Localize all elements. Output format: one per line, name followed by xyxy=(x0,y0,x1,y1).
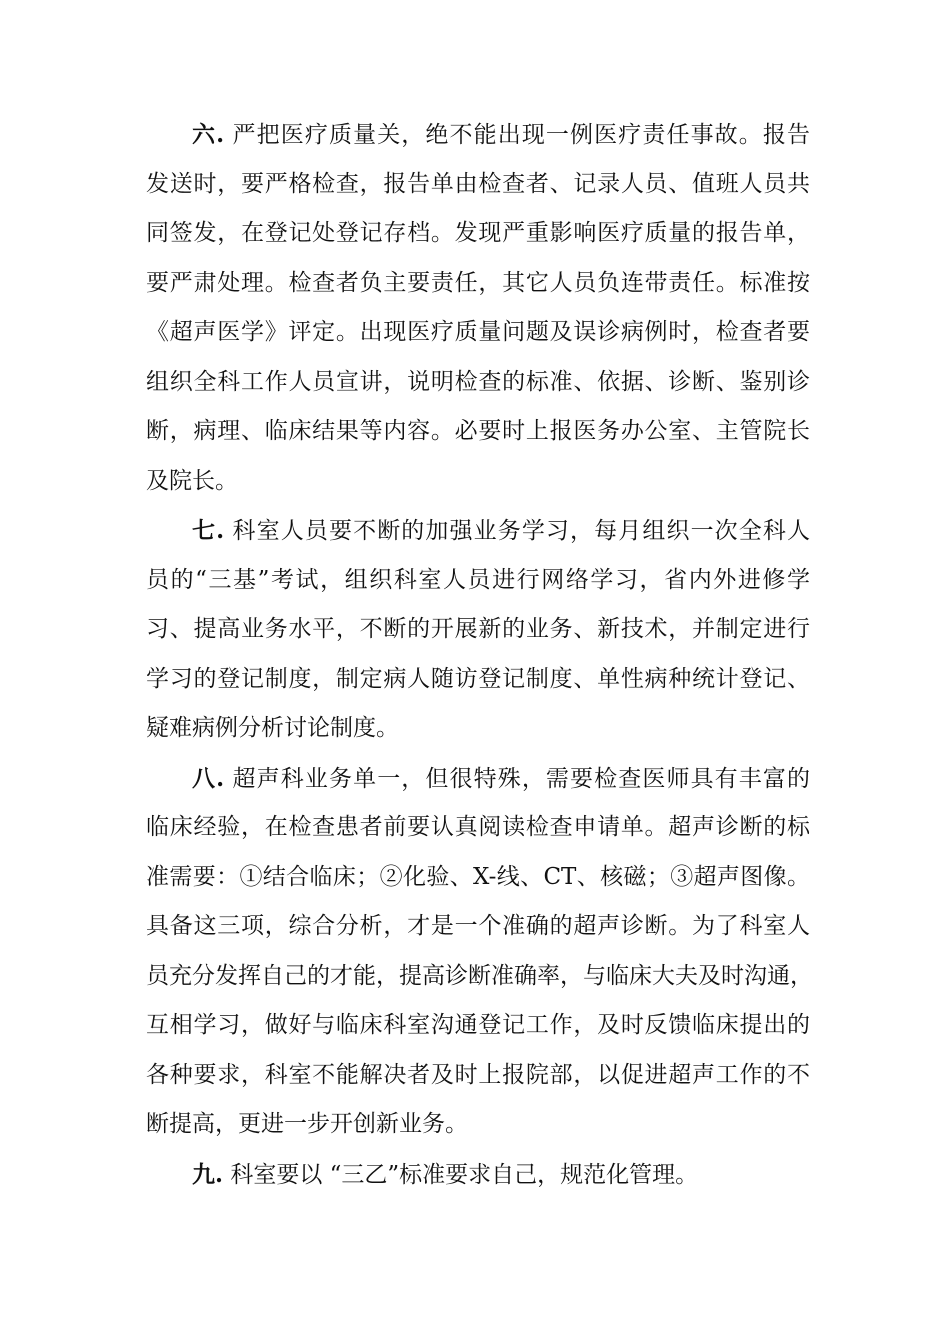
paragraph-line: 断，病理、临床结果等内容。必要时上报医务办公室、主管院长 xyxy=(146,418,810,444)
paragraph-line: 习、提高业务水平，不断的开展新的业务、新技术，并制定进行 xyxy=(146,616,810,642)
paragraph-line: 员充分发挥自己的才能，提高诊断准确率，与临床大夫及时沟通， xyxy=(146,962,813,989)
paragraph-line: 学习的登记制度，制定病人随访登记制度、单性病种统计登记、 xyxy=(146,665,810,692)
paragraph-number: 六. xyxy=(192,121,225,148)
paragraph-line: 组织全科工作人员宣讲，说明检查的标准、依据、诊断、鉴别诊 xyxy=(146,368,810,395)
paragraph-7 xyxy=(146,506,810,754)
paragraph-line: 各种要求，科室不能解决者及时上报院部，以促进超声工作的不 xyxy=(146,1061,810,1088)
document-body xyxy=(146,110,813,1199)
paragraph-line: 要严肃处理。检查者负主要责任，其它人员负连带责任。标准按 xyxy=(146,269,810,296)
paragraph-line: 及院长。 xyxy=(146,467,238,494)
paragraph-line: 员的“三基”考试，组织科室人员进行网络学习，省内外进修学 xyxy=(146,566,810,593)
paragraph-line: 准需要：①结合临床；②化验、X-线、CT、核磁；③超声图像。 xyxy=(146,863,810,890)
paragraph-line: 临床经验，在检查患者前要认真阅读检查申请单。超声诊断的标 xyxy=(146,814,810,840)
paragraph-line: 《超声医学》评定。出现医疗质量问题及误诊病例时，检查者要 xyxy=(146,319,810,345)
paragraph-line: 六. 严把医疗质量关，绝不能出现一例医疗责任事故。报告 xyxy=(192,121,811,148)
paragraph-number: 九. xyxy=(192,1160,224,1188)
paragraph-line: 发送时，要严格检查，报告单由检查者、记录人员、值班人员共 xyxy=(146,170,810,197)
paragraph-line: 疑难病例分析讨论制度。 xyxy=(146,715,399,741)
paragraph-number: 七. xyxy=(192,517,225,544)
paragraph-9 xyxy=(146,1150,810,1200)
paragraph-line: 断提高，更进一步开创新业务。 xyxy=(146,1111,468,1137)
paragraph-8 xyxy=(146,754,813,1150)
paragraph-line: 同签发，在登记处登记存档。发现严重影响医疗质量的报告单， xyxy=(146,220,810,246)
paragraph-line: 具备这三项，综合分析，才是一个准确的超声诊断。为了科室人 xyxy=(146,913,810,939)
paragraph-line: 互相学习，做好与临床科室沟通登记工作，及时反馈临床提出的 xyxy=(146,1012,810,1038)
paragraph-6 xyxy=(146,110,810,506)
paragraph-line: 七. 科室人员要不断的加强业务学习，每月组织一次全科人 xyxy=(192,517,811,544)
paragraph-number: 八. xyxy=(192,764,225,792)
paragraph-line: 八. 超声科业务单一，但很特殊，需要检查医师具有丰富的 xyxy=(192,764,811,792)
paragraph-line: 九. 科室要以 “三乙”标准要求自己，规范化管理。 xyxy=(192,1160,699,1188)
